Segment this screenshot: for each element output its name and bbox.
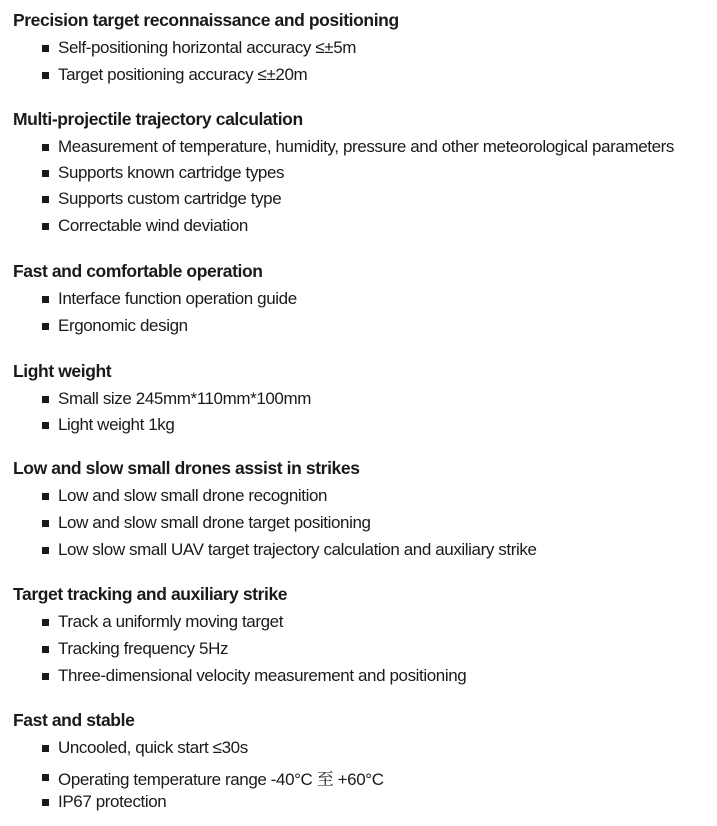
bullet-icon <box>42 673 49 680</box>
list-item <box>42 612 283 632</box>
list-item-text: Self-positioning horizontal accuracy ≤±5m <box>58 38 357 57</box>
list-item-text: Tracking frequency 5Hz <box>58 639 229 658</box>
list-item <box>42 65 307 85</box>
bullet-icon <box>42 144 49 151</box>
list-item <box>42 163 284 183</box>
bullet-icon <box>42 799 49 806</box>
list-item-text: Track a uniformly moving target <box>58 612 284 631</box>
list-item-text: Measurement of temperature, humidity, pressure and other meteorological parameters <box>58 137 675 156</box>
list-item-text: Low slow small UAV target trajectory calculation and auxiliary strike <box>58 540 537 559</box>
bullet-icon <box>42 223 49 230</box>
bullet-icon <box>42 619 49 626</box>
list-item <box>42 639 228 659</box>
section-title-tracking: Target tracking and auxiliary strike <box>13 584 288 604</box>
bullet-icon <box>42 422 49 429</box>
list-item-text: Small size 245mm*110mm*100mm <box>58 389 312 408</box>
list-item-text: IP67 protection <box>58 792 167 811</box>
list-item-text: Light weight 1kg <box>58 415 175 434</box>
list-item-text: Low and slow small drone target positioning <box>58 513 371 532</box>
section-title-light-weight: Light weight <box>13 361 112 381</box>
list-item <box>42 792 166 812</box>
list-item <box>42 486 327 506</box>
bullet-icon <box>42 296 49 303</box>
list-item <box>42 38 356 58</box>
list-item <box>42 389 311 409</box>
list-item-text: Operating temperature range -40°C 至 +60°C <box>58 770 384 789</box>
list-item-text: Correctable wind deviation <box>58 216 248 235</box>
list-item <box>42 540 537 560</box>
list-item <box>42 738 248 758</box>
list-item <box>42 513 371 533</box>
list-item-text: Ergonomic design <box>58 316 188 335</box>
list-item-text: Interface function operation guide <box>58 289 297 308</box>
bullet-icon <box>42 72 49 79</box>
list-item-text: Supports known cartridge types <box>58 163 285 182</box>
list-item-text: Supports custom cartridge type <box>58 189 282 208</box>
list-item <box>42 415 174 435</box>
list-item <box>42 189 281 209</box>
bullet-icon <box>42 396 49 403</box>
section-title-reconnaissance: Precision target reconnaissance and positioning <box>13 10 399 30</box>
section-title-fast-stable: Fast and stable <box>13 710 135 730</box>
bullet-icon <box>42 45 49 52</box>
list-item-text: Target positioning accuracy ≤±20m <box>58 65 308 84</box>
section-title-operation: Fast and comfortable operation <box>13 261 263 281</box>
list-item-text: Uncooled, quick start ≤30s <box>58 738 248 757</box>
bullet-icon <box>42 774 49 781</box>
list-item <box>42 666 466 686</box>
bullet-icon <box>42 745 49 752</box>
list-item <box>42 289 297 309</box>
list-item <box>42 765 384 790</box>
bullet-icon <box>42 170 49 177</box>
bullet-icon <box>42 547 49 554</box>
list-item-text: Three-dimensional velocity measurement and positioning <box>58 666 467 685</box>
bullet-icon <box>42 196 49 203</box>
list-item <box>42 216 248 236</box>
list-item-text: Low and slow small drone recognition <box>58 486 328 505</box>
bullet-icon <box>42 646 49 653</box>
list-item <box>42 316 188 336</box>
bullet-icon <box>42 493 49 500</box>
section-title-drones: Low and slow small drones assist in strikes <box>13 458 360 478</box>
bullet-icon <box>42 520 49 527</box>
section-title-trajectory: Multi-projectile trajectory calculation <box>13 109 303 129</box>
list-item <box>42 137 674 157</box>
bullet-icon <box>42 323 49 330</box>
